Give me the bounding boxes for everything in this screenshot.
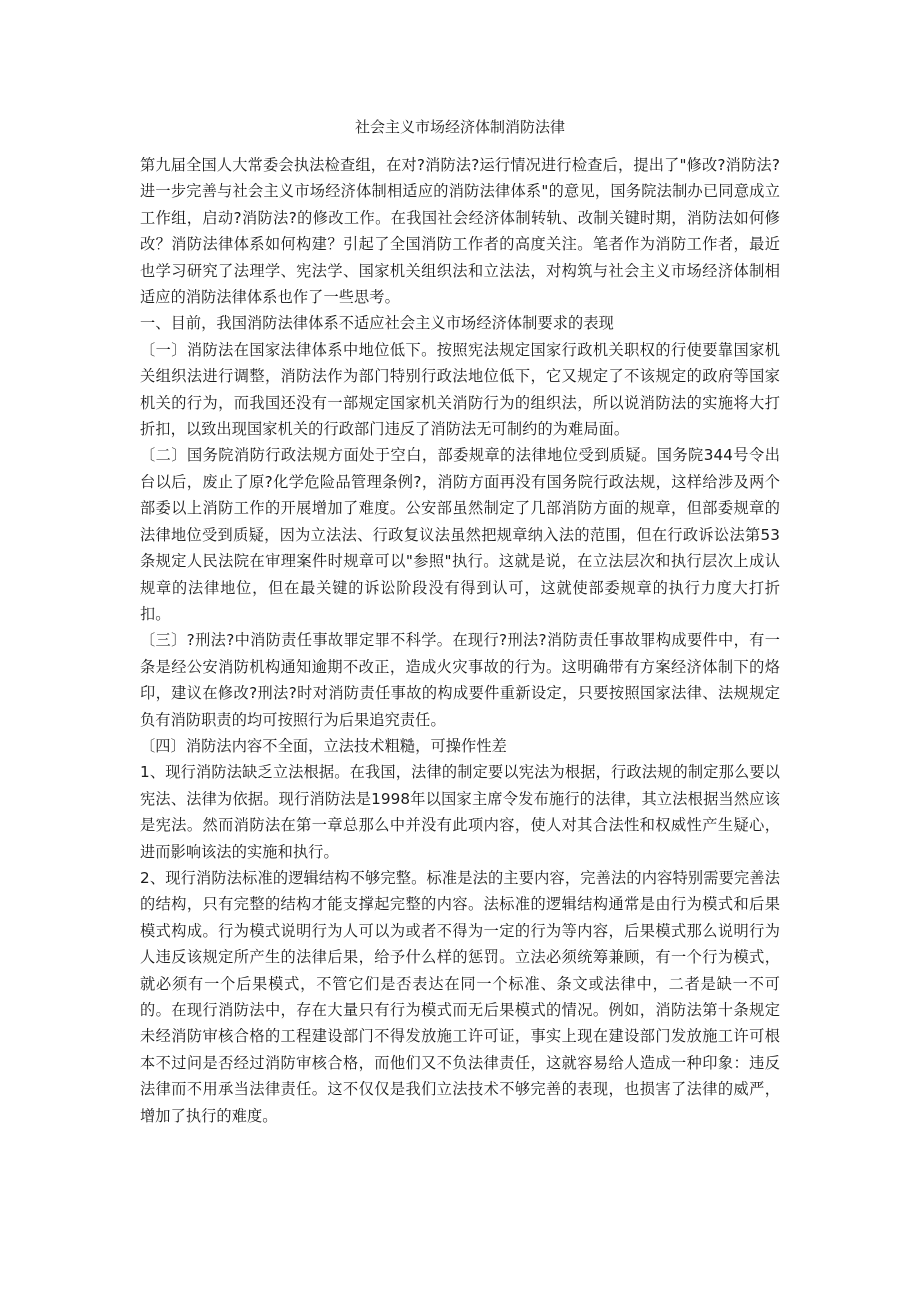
paragraph-item-1: 1、现行消防法缺乏立法根据。在我国，法律的制定要以宪法为根据，行政法规的制定那么要以宪法、法律为依据。现行消防法是1998年以国家主席令发布施行的法律，其立法根据当然应该是宪法。然而消防法在第一章总那么中并没有此项内容，使人对其合法性和权威性产生疑心，进而影响该法的实施和执行。 <box>140 763 780 861</box>
paragraph-item-2: 2、现行消防法标准的逻辑结构不够完整。标准是法的主要内容，完善法的内容特别需要完善法的结构，只有完整的结构才能支撑起完整的内容。法标准的逻辑结构通常是由行为模式和后果模式构成。行为模式说明行为人可以为或者不得为一定的行为等内容，后果模式那么说明行为人违反该规定所产生的法律后果，给予什么样的惩罚。立法必须统筹兼顾，有一个行为模式，就必须有一个后果模式，不管它们是否表达在同一个标准、条文或法律中，二者是缺一不可的。在现行消防法中，存在大量只有行为模式而无后果模式的情况。例如，消防法第十条规定未经消防审核合格的工程建设部门不得发放施工许可证，事实上现在建设部门发放施工许可根本不过问是否经过消防审核合格，而他们又不负法律责任，这就容易给人造成一种印象：违反法律而不用承当法律责任。这不仅仅是我们立法技术不够完善的表现，也损害了法律的威严，增加了执行的难度。 <box>140 868 780 1125</box>
section-heading-1: 一、目前，我国消防法律体系不适应社会主义市场经济体制要求的表现 <box>140 314 614 333</box>
paragraph-intro: 第九届全国人大常委会执法检查组，在对?消防法?运行情况进行检查后，提出了"修改?消防法?进一步完善与社会主义市场经济体制相适应的消防法律体系"的意见，国务院法制办已同意成立工作组，启动?消防法?的修改工作。在我国社会经济体制转轨、改制关键时期，消防法如何修改？消防法律体系如何构建？引起了全国消防工作者的高度关注。笔者作为消防工作者，最近也学习研究了法理学、宪法学、国家机关组织法和立法法，对构筑与社会主义市场经济体制相适应的消防法律体系也作了一些思考。 <box>140 156 780 307</box>
paragraph-point-1: 〔一〕消防法在国家法律体系中地位低下。按照宪法规定国家行政机关职权的行使要靠国家机关组织法进行调整，消防法作为部门特别行政法地位低下，它又规定了不该规定的政府等国家机关的行为，而我国还没有一部规定国家机关消防行为的组织法，所以说消防法的实施将大打折扣，以致出现国家机关的行政部门违反了消防法无可制约的为难局面。 <box>140 340 780 439</box>
paragraph-point-2: 〔二〕国务院消防行政法规方面处于空白，部委规章的法律地位受到质疑。国务院344号令出台以后，废止了原?化学危险品管理条例?，消防方面再没有国务院行政法规，这样给涉及两个部委以上消防工作的开展增加了难度。公安部虽然制定了几部消防方面的规章，但部委规章的法律地位受到质疑，因为立法法、行政复议法虽然把规章纳入法的范围，但在行政诉讼法第53条规定人民法院在审理案件时规章可以"参照"执行。这就是说，在立法层次和执行层次上成认规章的法律地位，但在最关键的诉讼阶段没有得到认可，这就使部委规章的执行力度大打折扣。 <box>140 446 780 623</box>
document-body <box>140 152 780 1129</box>
document-title: 社会主义市场经济体制消防法律 <box>354 118 565 136</box>
paragraph-point-4: 〔四〕消防法内容不全面，立法技术粗糙，可操作性差 <box>140 736 507 755</box>
paragraph-point-3: 〔三〕?刑法?中消防责任事故罪定罪不科学。在现行?刑法?消防责任事故罪构成要件中，有一条是经公安消防机构通知逾期不改正，造成火灾事故的行为。这明确带有方案经济体制下的烙印，建议在修改?刑法?时对消防责任事故的构成要件重新设定，只要按照国家法律、法规规定负有消防职责的均可按照行为后果追究责任。 <box>140 631 780 729</box>
